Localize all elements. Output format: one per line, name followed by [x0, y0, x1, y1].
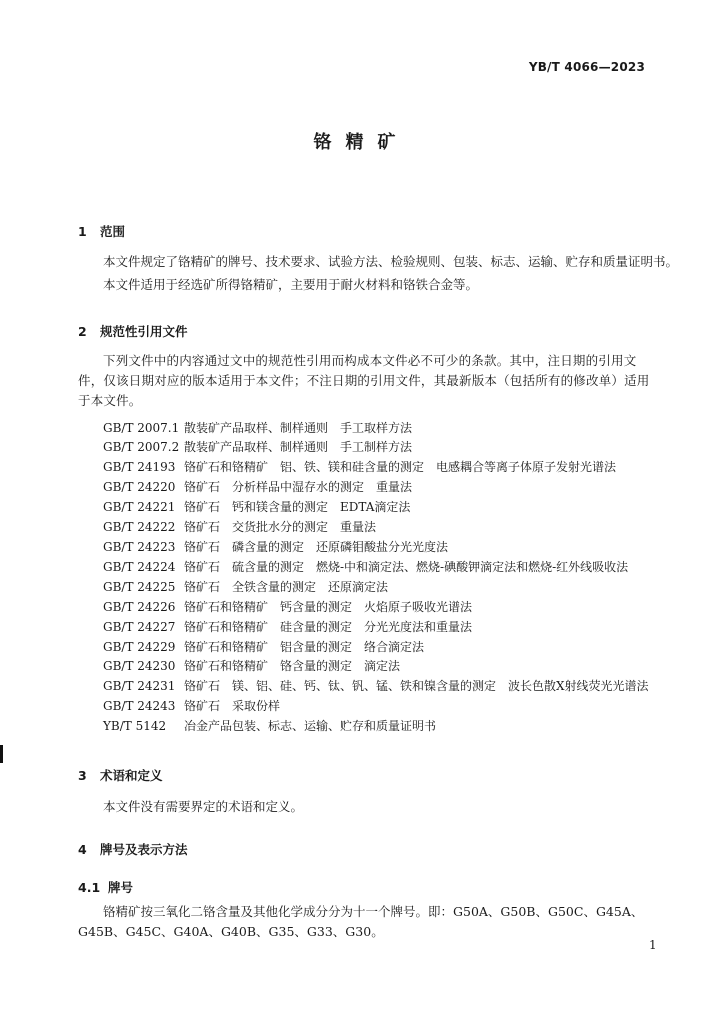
- reference-item: [103, 638, 424, 655]
- section-1-heading: [78, 222, 125, 240]
- reference-code: GB/T 2007.2: [103, 440, 180, 454]
- reference-code: GB/T 24231: [103, 679, 176, 693]
- reference-title: 铬矿石 钙和镁含量的测定 EDTA滴定法: [184, 500, 411, 514]
- reference-code: GB/T 24227: [103, 620, 176, 634]
- reference-title: 铬矿石和铬精矿 铬含量的测定 滴定法: [184, 659, 401, 673]
- section-title: 牌号及表示方法: [100, 842, 188, 857]
- subsection-4-1-heading: [78, 878, 133, 896]
- subsection-number: 4.1: [78, 880, 101, 895]
- subsection-4-1-paragraph: 铬精矿按三氧化二铬含量及其他化学成分分为十一个牌号。即：G50A、G50B、G50C、G45A、G45B、G45C、G40A、G40B、G35、G33、G30。: [78, 904, 644, 939]
- reference-item: [103, 478, 412, 495]
- reference-item: [103, 657, 400, 674]
- standard-code: YB/T 4066—2023: [528, 60, 645, 74]
- reference-title: 铬矿石 采取份样: [184, 699, 281, 713]
- section-3-heading: [78, 766, 163, 784]
- reference-title: 铬矿石 分析样品中湿存水的测定 重量法: [184, 480, 413, 494]
- reference-title: 铬矿石 硫含量的测定 燃烧-中和滴定法、燃烧-碘酸钾滴定法和燃烧-红外线吸收法: [184, 560, 629, 574]
- subsection-title: 牌号: [108, 880, 134, 895]
- reference-code: GB/T 24229: [103, 640, 176, 654]
- section-4-heading: [78, 840, 188, 858]
- reference-title: 铬矿石 镁、铝、硅、钙、钛、钒、锰、铁和镍含量的测定 波长色散X射线荧光光谱法: [184, 679, 649, 693]
- section-2-heading: [78, 322, 188, 340]
- section-1-paragraph-2: 本文件适用于经选矿所得铬精矿，主要用于耐火材料和铬铁合金等。: [103, 277, 479, 292]
- reference-item: [103, 538, 448, 555]
- section-title: 术语和定义: [100, 768, 163, 783]
- reference-item: [103, 438, 412, 455]
- reference-code: YB/T 5142: [103, 719, 167, 733]
- section-title: 范围: [100, 224, 126, 239]
- reference-title: 散装矿产品取样、制样通则 手工取样方法: [184, 421, 413, 435]
- reference-code: GB/T 24222: [103, 520, 176, 534]
- reference-item: [103, 498, 410, 515]
- reference-title: 铬矿石和铬精矿 铝含量的测定 络合滴定法: [184, 640, 425, 654]
- section-number: 3: [78, 768, 87, 783]
- reference-item: [103, 419, 412, 436]
- reference-code: GB/T 24220: [103, 480, 176, 494]
- reference-code: GB/T 24226: [103, 600, 176, 614]
- section-3-paragraph: 本文件没有需要界定的术语和定义。: [103, 799, 304, 814]
- reference-item: [103, 618, 472, 635]
- reference-title: 铬矿石 全铁含量的测定 还原滴定法: [184, 580, 389, 594]
- reference-title: 散装矿产品取样、制样通则 手工制样方法: [184, 440, 413, 454]
- section-number: 2: [78, 324, 87, 339]
- reference-code: GB/T 24230: [103, 659, 176, 673]
- reference-title: 铬矿石和铬精矿 钙含量的测定 火焰原子吸收光谱法: [184, 600, 473, 614]
- reference-item: [103, 598, 472, 615]
- reference-item: [103, 458, 616, 475]
- reference-code: GB/T 24221: [103, 500, 176, 514]
- reference-title: 铬矿石和铬精矿 硅含量的测定 分光光度法和重量法: [184, 620, 473, 634]
- page-number: 1: [649, 938, 657, 952]
- reference-code: GB/T 24193: [103, 460, 176, 474]
- reference-title: 冶金产品包装、标志、运输、贮存和质量证明书: [184, 719, 437, 733]
- reference-item: [103, 697, 280, 714]
- reference-title: 铬矿石和铬精矿 铝、铁、镁和硅含量的测定 电感耦合等离子体原子发射光谱法: [184, 460, 617, 474]
- section-number: 4: [78, 842, 87, 857]
- reference-item: [103, 558, 628, 575]
- reference-item: [103, 518, 376, 535]
- reference-code: GB/T 24224: [103, 560, 176, 574]
- reference-title: 铬矿石 磷含量的测定 还原磷钼酸盐分光光度法: [184, 540, 449, 554]
- section-title: 规范性引用文件: [100, 324, 188, 339]
- section-1-paragraph-1: 本文件规定了铬精矿的牌号、技术要求、试验方法、检验规则、包装、标志、运输、贮存和质量证明书。: [103, 254, 679, 269]
- section-number: 1: [78, 224, 87, 239]
- reference-code: GB/T 24243: [103, 699, 176, 713]
- reference-title: 铬矿石 交货批水分的测定 重量法: [184, 520, 377, 534]
- document-title: 铬精矿: [313, 132, 410, 153]
- reference-item: [103, 677, 649, 694]
- reference-code: GB/T 24225: [103, 580, 176, 594]
- reference-item: [103, 717, 436, 734]
- section-2-paragraph: 下列文件中的内容通过文中的规范性引用而构成本文件必不可少的条款。其中，注日期的引用文件，仅该日期对应的版本适用于本文件；不注日期的引用文件，其最新版本（包括所有的修改单）适用于本文件。: [78, 353, 650, 408]
- reference-code: GB/T 2007.1: [103, 421, 180, 435]
- reference-code: GB/T 24223: [103, 540, 176, 554]
- scan-edge-mark: [0, 745, 3, 763]
- reference-item: [103, 578, 388, 595]
